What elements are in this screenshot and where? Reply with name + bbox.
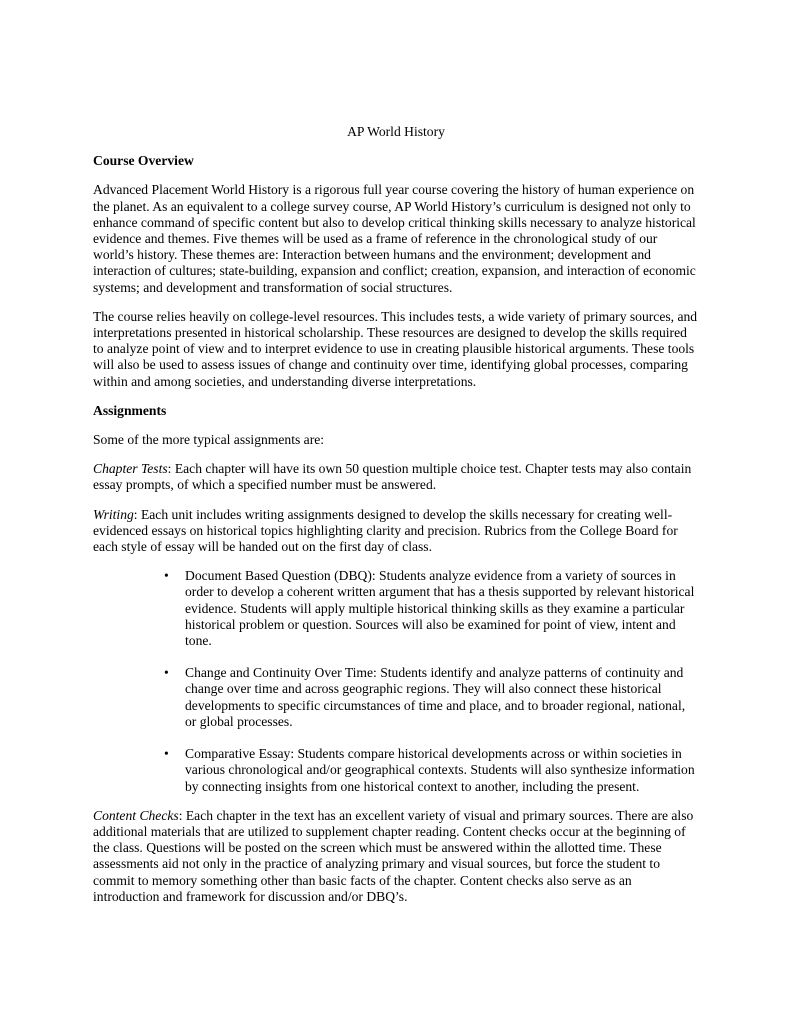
overview-paragraph-1: Advanced Placement World History is a rigorous full year course covering the history of human experience on the planet. As an equivalent to a college survey course, AP World History’s curriculum is designed not only to enhance command of specific content but also to develop critical thinking skills necessary to analyze historical evidence and themes. Five themes will be used as a frame of reference in the chronological study of our world’s history. These themes are: Interaction between humans and the environment; development and interaction of cultures; state-building, expansion and conflict; creation, expansion, and interaction of economic systems; and development and transformation of social structures. — [93, 182, 696, 295]
bullet-icon: • — [164, 746, 169, 762]
list-item-dbq — [164, 568, 699, 649]
assignments-intro: Some of the more typical assignments are: — [93, 432, 325, 448]
chapter-tests-label: Chapter Tests — [93, 461, 168, 477]
list-item-comparative — [164, 746, 699, 795]
content-checks-text: : Each chapter in the text has an excellent variety of visual and primary sources. There are also additional materials that are utilized to supplement chapter reading. Content checks occur at the beginning of the class. Questions will be posted on the screen which must be answered within the allotted time. These assessments aid not only in the practice of analyzing primary and visual sources, but force the student to commit to memory something other than basic facts of the chapter. Content checks also serve as an introduction and framework for discussion and/or DBQ’s. — [93, 807, 694, 904]
document-page — [93, 124, 699, 918]
overview-paragraph-2: The course relies heavily on college-level resources. This includes tests, a wide variety of primary sources, and interpretations presented in historical scholarship. These resources are designed to develop the skills required to analyze point of view and to interpret evidence to use in creating plausible historical arguments. These tools will also be used to assess issues of change and continuity over time, identifying global processes, comparing within and among societies, and understanding diverse interpretations. — [93, 308, 698, 389]
essay-types-list — [93, 568, 699, 794]
content-checks-label: Content Checks — [93, 807, 179, 823]
chapter-tests-text: : Each chapter will have its own 50 question multiple choice test. Chapter tests may also contain essay prompts, of which a specified number must be answered. — [93, 461, 692, 493]
chapter-tests-paragraph — [93, 461, 699, 493]
bullet-icon: • — [164, 665, 169, 681]
bullet-icon: • — [164, 568, 169, 584]
essay-type-text: Document Based Question (DBQ): Students analyze evidence from a variety of sources in order to develop a coherent written argument that has a thesis supported by relevant historical evidence. Students will apply multiple historical thinking skills as they examine a particular historical problem or question. Sources will also be examined for point of view, intent and tone. — [185, 568, 695, 649]
course-overview-heading: Course Overview — [93, 153, 194, 169]
content-checks-paragraph — [93, 808, 699, 905]
essay-type-text: Comparative Essay: Students compare historical developments across or within societies in various chronological and/or geographical contexts. Students will also synthesize information by connecting insights from one historical context to another, including the present. — [185, 746, 695, 794]
writing-text: : Each unit includes writing assignments designed to develop the skills necessary for creating well-evidenced essays on historical topics highlighting clarity and precision. Rubrics from the College Board for each style of essay will be handed out on the first day of class. — [93, 506, 678, 555]
writing-paragraph — [93, 507, 699, 556]
essay-type-text: Change and Continuity Over Time: Students identify and analyze patterns of continuity and change over time and across geographic regions. They will also connect these historical developments to specific circumstances of time and place, and to broader regional, national, or global processes. — [185, 665, 686, 729]
writing-label: Writing — [93, 506, 134, 522]
list-item-ccot — [164, 665, 699, 730]
assignments-heading: Assignments — [93, 402, 167, 418]
document-title: AP World History — [347, 124, 445, 139]
